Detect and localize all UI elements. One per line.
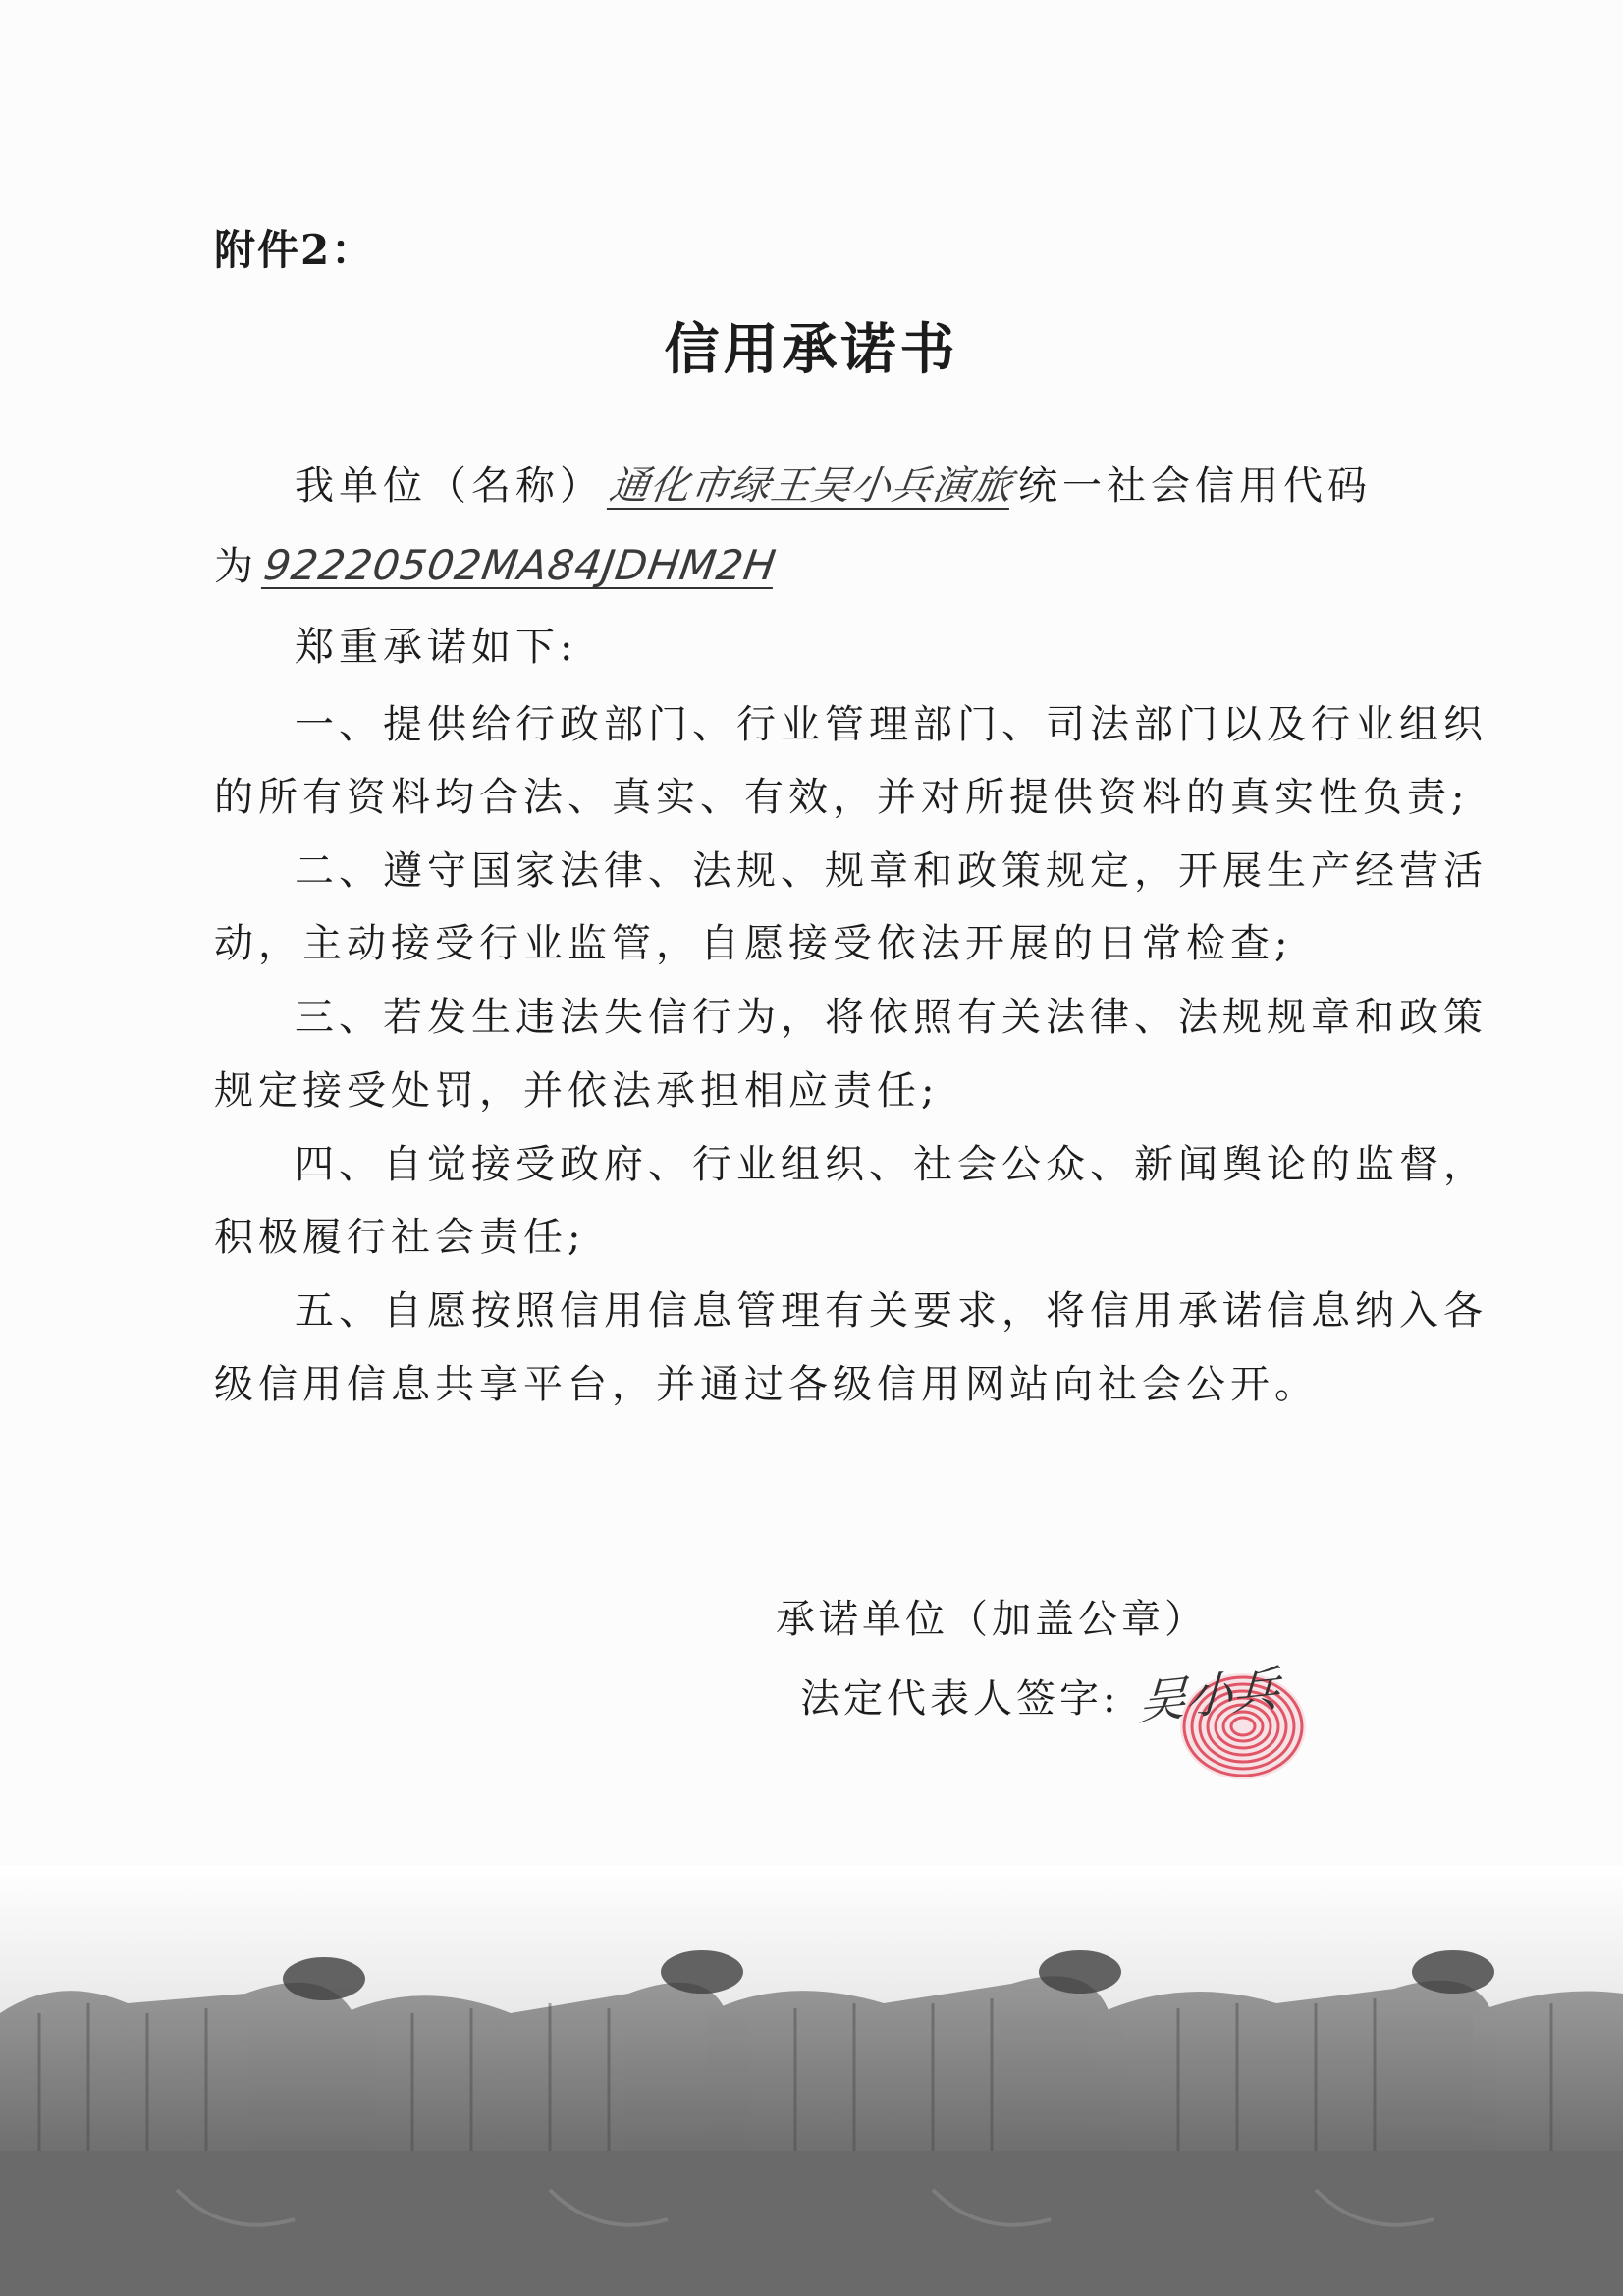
intro-line-1 xyxy=(295,455,1372,511)
attachment-label: 附件2： xyxy=(214,226,375,274)
commitment-1-line-1: 一、提供给行政部门、行业管理部门、司法部门以及行业组织 xyxy=(295,702,1488,747)
credit-code-handwritten: 92220502MA84JDHM2H xyxy=(260,541,780,589)
company-name-handwritten: 通化市绿王吴小兵演旅 xyxy=(606,464,1016,509)
committing-unit-label: 承诺单位（加盖公章） xyxy=(776,1597,1208,1642)
commitment-2-line-1: 二、遵守国家法律、法规、规章和政策规定，开展生产经营活 xyxy=(295,848,1488,894)
code-prefix: 为 xyxy=(214,544,258,589)
commitment-4-line-2: 积极履行社会责任; xyxy=(214,1215,586,1260)
commitment-3-line-2: 规定接受处罚，并依法承担相应责任; xyxy=(214,1068,940,1114)
commitment-5-line-1: 五、自愿按照信用信息管理有关要求，将信用承诺信息纳入各 xyxy=(295,1288,1488,1334)
footer-decorative-artwork xyxy=(0,1866,1623,2296)
legal-rep-label: 法定代表人签字: xyxy=(800,1676,1120,1722)
intro-prefix: 我单位（名称） xyxy=(295,464,604,509)
commitment-4-line-1: 四、自觉接受政府、行业组织、社会公众、新闻舆论的监督， xyxy=(295,1142,1488,1187)
legal-rep-signature: 吴小兵 xyxy=(1137,1661,1282,1731)
commitment-2-line-2: 动，主动接受行业监管，自愿接受依法开展的日常检查; xyxy=(214,921,1293,966)
document-title: 信用承诺书 xyxy=(664,317,959,382)
solemn-statement: 郑重承诺如下: xyxy=(295,625,578,670)
commitment-5-line-2: 级信用信息共享平台，并通过各级信用网站向社会公开。 xyxy=(214,1362,1319,1407)
commitment-1-line-2: 的所有资料均合法、真实、有效，并对所提供资料的真实性负责; xyxy=(214,775,1470,820)
intro-line-2 xyxy=(214,535,780,591)
intro-middle: 统一社会信用代码 xyxy=(1018,464,1372,509)
commitment-3-line-1: 三、若发生违法失信行为，将依照有关法律、法规规章和政策 xyxy=(295,995,1488,1040)
